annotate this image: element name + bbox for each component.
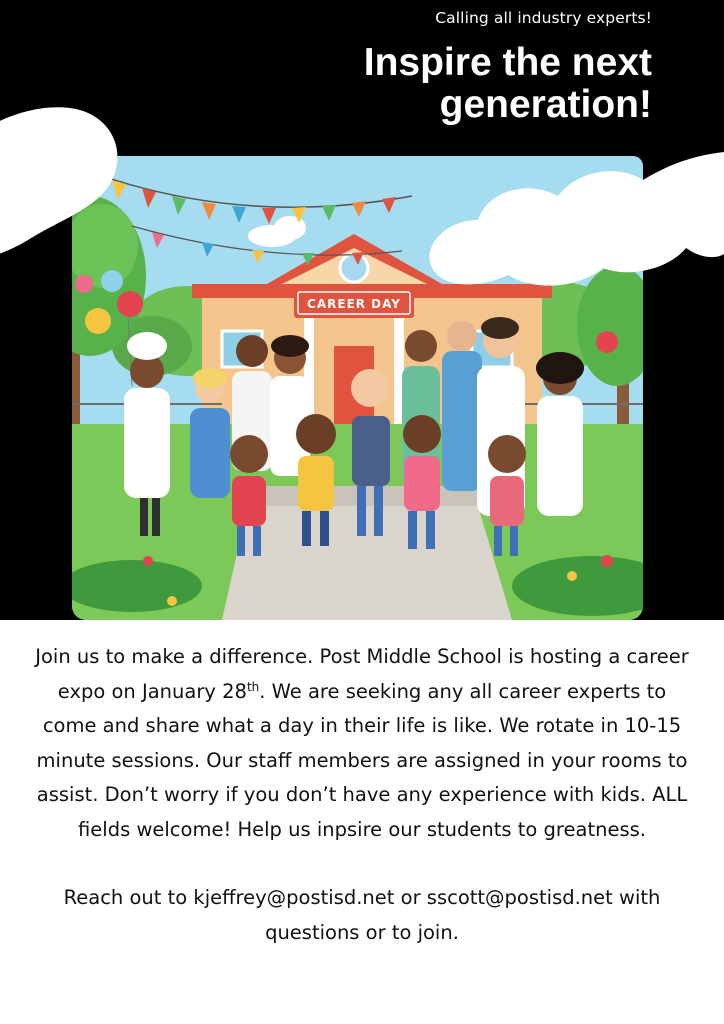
headline-line-2: generation! <box>439 83 652 126</box>
kicker-text: Calling all industry experts! <box>435 9 652 27</box>
cloud-left-icon <box>0 102 130 262</box>
description-before-date: Join us to make a difference. Post Middle School is hosting a career expo on January 28 <box>35 645 689 703</box>
cloud-right-icon <box>418 150 724 300</box>
building-sign: CAREER DAY <box>307 297 401 311</box>
headline-line-1: Inspire the next <box>363 41 652 84</box>
event-description <box>30 640 694 950</box>
contact-paragraph: Reach out to kjeffrey@postisd.net or sscott@postisd.net with questions or to join. <box>63 886 661 944</box>
description-paragraph <box>30 640 694 847</box>
description-after-date: . We are seeking any all career experts to come and share what a day in their life is like. We rotate in 10-15 minute sessions. Our staff members are assigned in your rooms to assist. Don’t worry if you don’t have any experience with kids. ALL fields welcome! Help us inpsire our students to greatness. <box>36 679 688 841</box>
date-ordinal-suffix: th <box>246 679 260 694</box>
headline <box>232 42 652 126</box>
